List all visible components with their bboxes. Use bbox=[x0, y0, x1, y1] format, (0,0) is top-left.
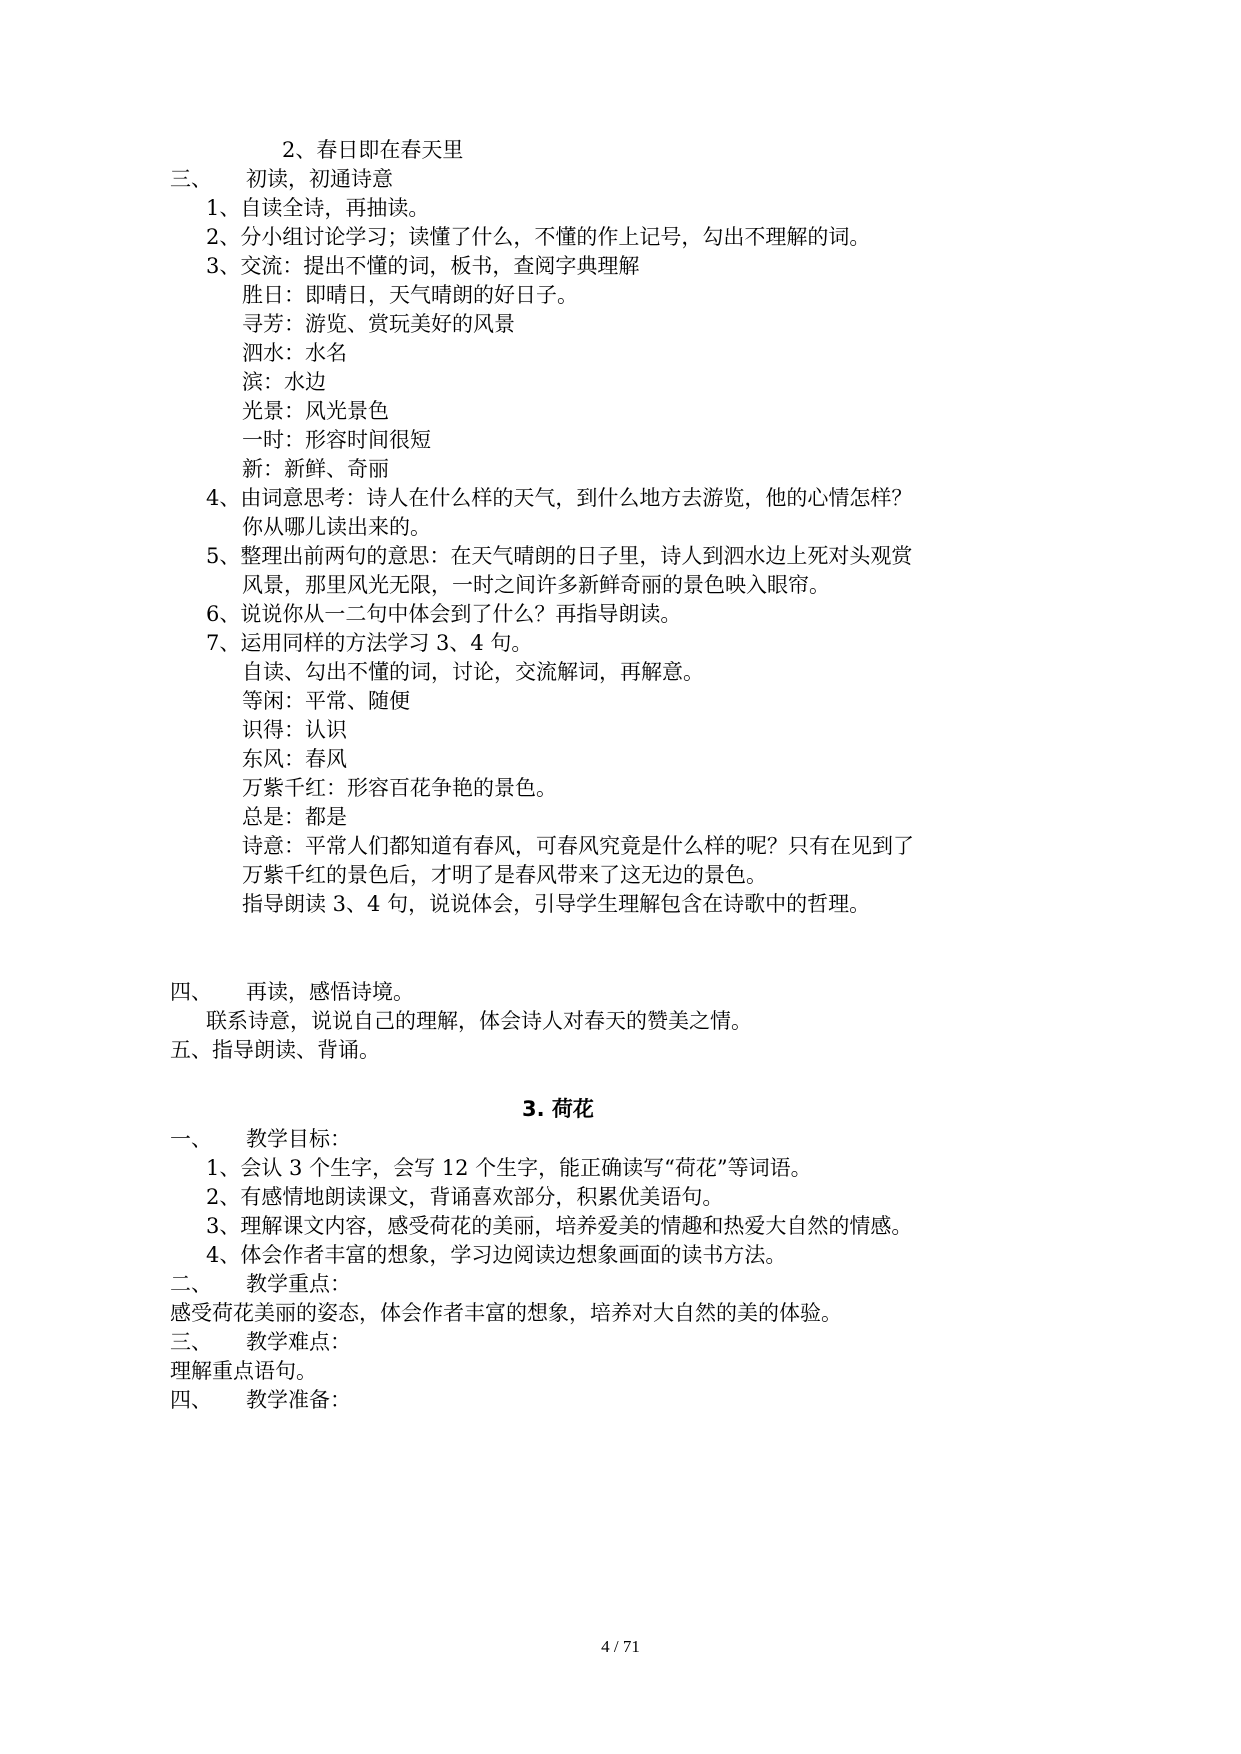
text-line: 寻芳：游览、赏玩美好的风景 bbox=[242, 312, 515, 336]
text-line: 6、说说你从一二句中体会到了什么？再指导朗读。 bbox=[206, 602, 682, 626]
text-line: 2、有感情地朗读课文，背诵喜欢部分，积累优美语句。 bbox=[206, 1185, 724, 1209]
text-line: 感受荷花美丽的姿态，体会作者丰富的想象，培养对大自然的美的体验。 bbox=[170, 1301, 842, 1325]
section-number: 四、 bbox=[170, 980, 212, 1004]
text-line: 1、自读全诗，再抽读。 bbox=[206, 196, 430, 220]
text-line: 4、体会作者丰富的想象，学习边阅读边想象画面的读书方法。 bbox=[206, 1243, 787, 1267]
lesson-title: 3. 荷花 bbox=[522, 1097, 594, 1121]
text-line: 自读、勾出不懂的词，讨论，交流解词，再解意。 bbox=[242, 660, 704, 684]
text-line: 识得：认识 bbox=[242, 718, 347, 742]
text-line: 理解重点语句。 bbox=[170, 1359, 317, 1383]
text-line: 你从哪儿读出来的。 bbox=[242, 515, 431, 539]
section-heading-1 bbox=[170, 1124, 351, 1154]
section-heading-4b bbox=[170, 1385, 351, 1415]
section-heading-4 bbox=[170, 977, 414, 1007]
text-line: 指导朗读 3、4 句，说说体会，引导学生理解包含在诗歌中的哲理。 bbox=[242, 892, 871, 916]
text-line: 联系诗意，说说自己的理解，体会诗人对春天的赞美之情。 bbox=[206, 1009, 752, 1033]
text-line: 新：新鲜、奇丽 bbox=[242, 457, 389, 481]
section-title: 教学难点： bbox=[246, 1330, 351, 1354]
text-line: 1、会认 3 个生字，会写 12 个生字，能正确读写“荷花”等词语。 bbox=[206, 1156, 812, 1180]
text-line: 一时：形容时间很短 bbox=[242, 428, 431, 452]
section-number: 一、 bbox=[170, 1127, 212, 1151]
text-line: 诗意：平常人们都知道有春风，可春风究竟是什么样的呢？只有在见到了 bbox=[242, 834, 914, 858]
text-line: 等闲：平常、随便 bbox=[242, 689, 410, 713]
text-line: 2、分小组讨论学习；读懂了什么，不懂的作上记号，勾出不理解的词。 bbox=[206, 225, 871, 249]
text-line: 风景，那里风光无限，一时之间许多新鲜奇丽的景色映入眼帘。 bbox=[242, 573, 830, 597]
section-number: 二、 bbox=[170, 1272, 212, 1296]
section-title: 教学目标： bbox=[246, 1127, 351, 1151]
text-line: 万紫千红的景色后，才明了是春风带来了这无边的景色。 bbox=[242, 863, 767, 887]
text-line: 泗水：水名 bbox=[242, 341, 347, 365]
section-heading-5: 五、指导朗读、背诵。 bbox=[170, 1038, 380, 1062]
text-line: 总是：都是 bbox=[242, 805, 347, 829]
text-line: 滨：水边 bbox=[242, 370, 326, 394]
text-line: 万紫千红：形容百花争艳的景色。 bbox=[242, 776, 557, 800]
page-number: 4 / 71 bbox=[601, 1637, 640, 1656]
section-title: 初读，初通诗意 bbox=[246, 167, 393, 191]
section-title: 教学重点： bbox=[246, 1272, 351, 1296]
text-line: 7、运用同样的方法学习 3、4 句。 bbox=[206, 631, 533, 655]
section-number: 四、 bbox=[170, 1388, 212, 1412]
section-number: 三、 bbox=[170, 1330, 212, 1354]
text-line: 东风：春风 bbox=[242, 747, 347, 771]
text-line: 光景：风光景色 bbox=[242, 399, 389, 423]
section-heading-3b bbox=[170, 1327, 351, 1357]
text-line: 4、由词意思考：诗人在什么样的天气，到什么地方去游览，他的心情怎样？ bbox=[206, 486, 913, 510]
text-line: 5、整理出前两句的意思：在天气晴朗的日子里，诗人到泗水边上死对头观赏 bbox=[206, 544, 913, 568]
text-line: 2、春日即在春天里 bbox=[282, 138, 464, 162]
section-heading-3 bbox=[170, 164, 393, 194]
text-line: 3、理解课文内容，感受荷花的美丽，培养爱美的情趣和热爱大自然的情感。 bbox=[206, 1214, 913, 1238]
text-line: 3、交流：提出不懂的词，板书，查阅字典理解 bbox=[206, 254, 640, 278]
section-title: 教学准备： bbox=[246, 1388, 351, 1412]
section-title: 再读，感悟诗境。 bbox=[246, 980, 414, 1004]
section-heading-2 bbox=[170, 1269, 351, 1299]
section-number: 三、 bbox=[170, 167, 212, 191]
text-line: 胜日：即晴日，天气晴朗的好日子。 bbox=[242, 283, 578, 307]
